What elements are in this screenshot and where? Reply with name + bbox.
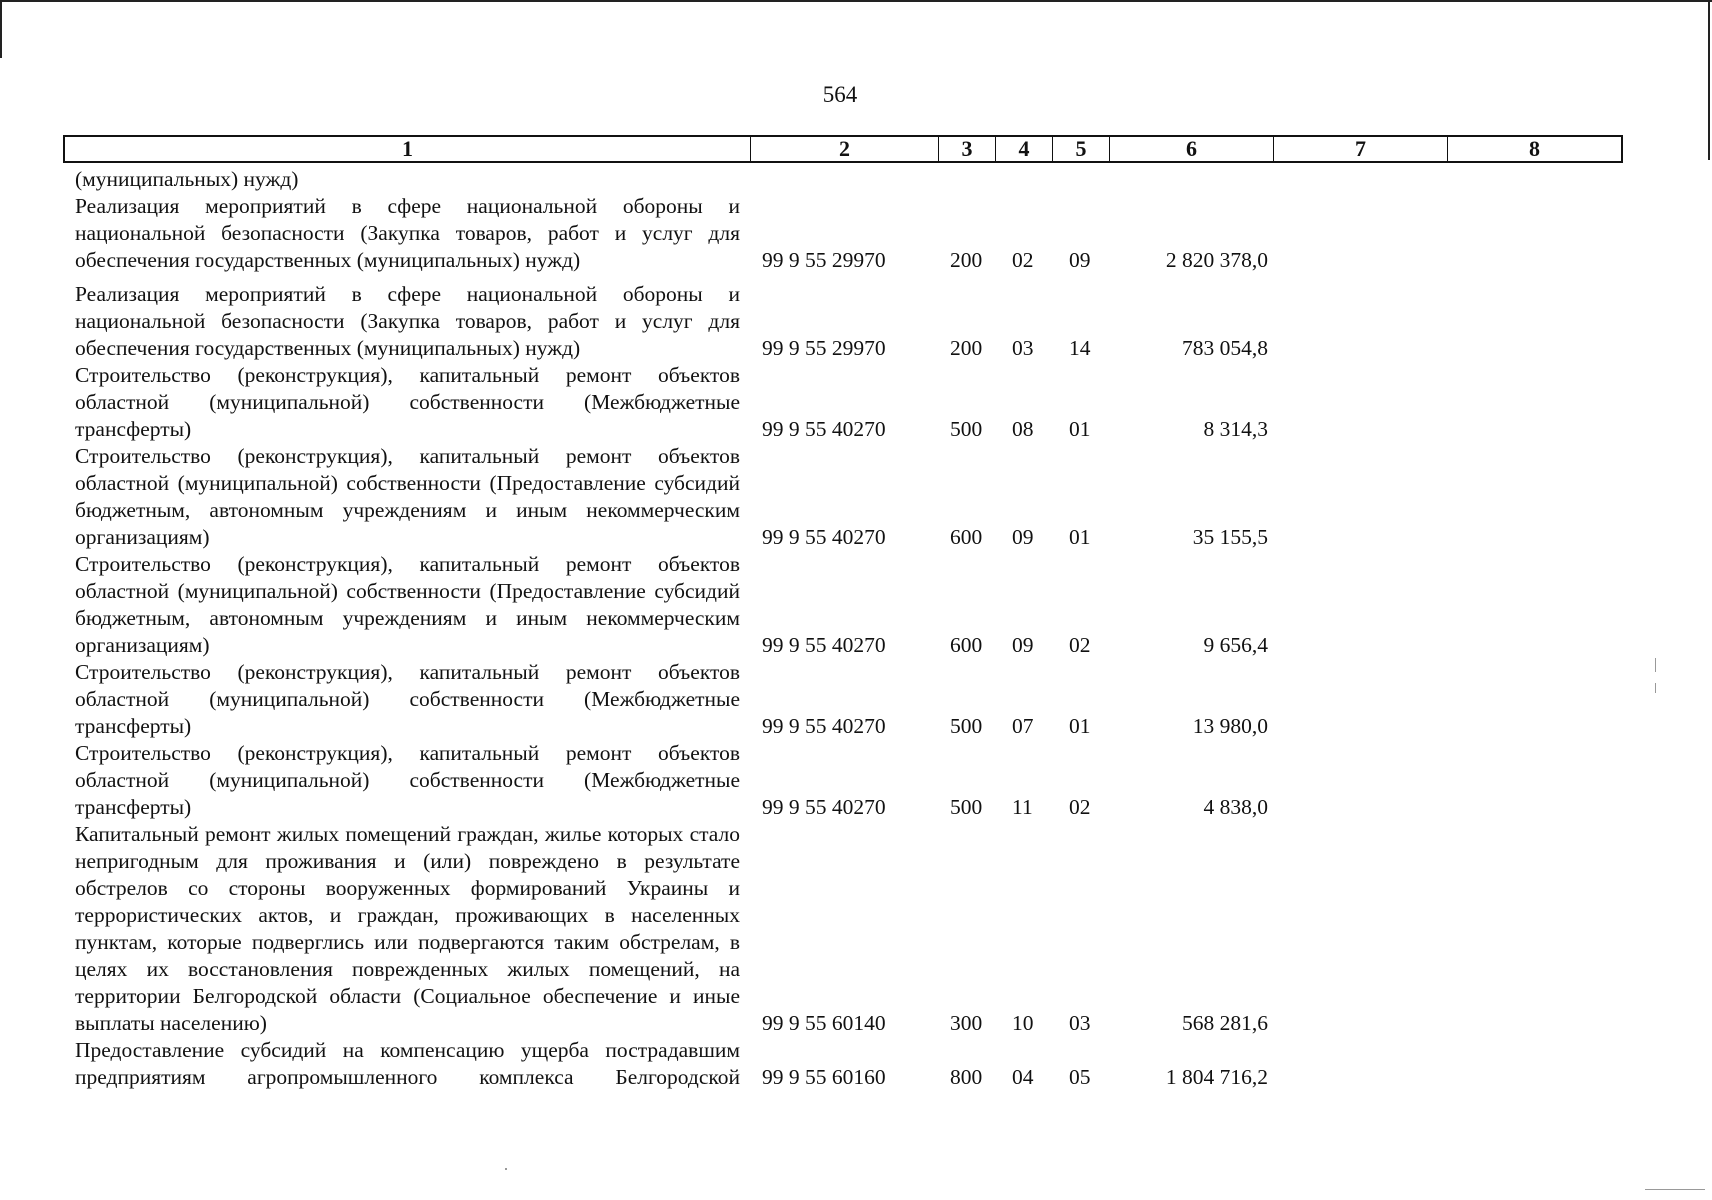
row-col3: 500 xyxy=(950,795,983,819)
row-col4: 10 xyxy=(1012,1011,1034,1035)
row-description: Строительство (реконструкция), капитальный ремонт объектов областной (муниципальной) собственности (Межбюджетные трансферты) xyxy=(75,741,740,819)
row-amount: 13 980,0 xyxy=(1192,714,1268,738)
header-col-6: 6 xyxy=(1110,137,1274,161)
row-code: 99 9 55 40270 xyxy=(762,714,886,738)
row-amount: 4 838,0 xyxy=(1203,795,1268,819)
row-amount: 8 314,3 xyxy=(1203,417,1268,441)
row-col5: 02 xyxy=(1069,795,1091,819)
row-code: 99 9 55 29970 xyxy=(762,336,886,360)
row-amount: 35 155,5 xyxy=(1192,525,1268,549)
row-description: Реализация мероприятий в сфере национальной обороны и национальной безопасности (Закупка товаров, работ и услуг для обеспечения государственных (муниципальных) нужд) xyxy=(75,282,740,360)
header-col-4: 4 xyxy=(996,137,1053,161)
row-col5: 01 xyxy=(1069,525,1091,549)
row-code: 99 9 55 60160 xyxy=(762,1065,886,1089)
row-col3: 500 xyxy=(950,417,983,441)
row-col5: 03 xyxy=(1069,1011,1091,1035)
header-col-8: 8 xyxy=(1529,136,1540,161)
row-col3: 800 xyxy=(950,1065,983,1089)
row-code: 99 9 55 40270 xyxy=(762,525,886,549)
row-description: Строительство (реконструкция), капитальный ремонт объектов областной (муниципальной) собственности (Межбюджетные трансферты) xyxy=(75,363,740,441)
row-col5: 01 xyxy=(1069,714,1091,738)
row-code: 99 9 55 29970 xyxy=(762,248,886,272)
scan-artifact xyxy=(1655,683,1656,693)
row-col5: 05 xyxy=(1069,1065,1091,1089)
row-col3: 600 xyxy=(950,525,983,549)
row-col5: 09 xyxy=(1069,248,1091,272)
scan-artifact xyxy=(1645,1189,1705,1190)
row-col3: 200 xyxy=(950,336,983,360)
header-col-1: 1 xyxy=(65,137,751,161)
row-col4: 11 xyxy=(1012,795,1033,819)
row-amount: 1 804 716,2 xyxy=(1165,1065,1268,1089)
row-col4: 03 xyxy=(1012,336,1034,360)
row-code: 99 9 55 40270 xyxy=(762,417,886,441)
row-description: (муниципальных) нужд) xyxy=(75,167,299,191)
row-description: Строительство (реконструкция), капитальный ремонт объектов областной (муниципальной) собственности (Предоставление субсидий бюджетным, автономным учреждениям и иным некоммерческим организациям) xyxy=(75,444,740,549)
header-col-3: 3 xyxy=(939,137,996,161)
scan-edge-right xyxy=(1708,0,1710,160)
row-amount: 2 820 378,0 xyxy=(1165,248,1268,272)
row-col4: 09 xyxy=(1012,633,1034,657)
row-col3: 300 xyxy=(950,1011,983,1035)
row-col5: 02 xyxy=(1069,633,1091,657)
row-col4: 04 xyxy=(1012,1065,1034,1089)
row-description: Предоставление субсидий на компенсацию ущерба пострадавшим предприятиям агропромышленного комплекса Белгородской xyxy=(75,1038,740,1089)
row-code: 99 9 55 60140 xyxy=(762,1011,886,1035)
row-col4: 09 xyxy=(1012,525,1034,549)
scan-artifact xyxy=(1655,658,1656,672)
row-col4: 07 xyxy=(1012,714,1034,738)
scan-edge-top xyxy=(0,0,1712,2)
row-amount: 783 054,8 xyxy=(1182,336,1268,360)
row-amount: 568 281,6 xyxy=(1182,1011,1268,1035)
row-col4: 02 xyxy=(1012,248,1034,272)
scan-edge-left xyxy=(0,0,2,58)
table-header xyxy=(63,135,1623,163)
row-col3: 600 xyxy=(950,633,983,657)
header-col-5: 5 xyxy=(1053,137,1110,161)
row-col4: 08 xyxy=(1012,417,1034,441)
scan-artifact xyxy=(505,1168,507,1170)
page-number: 564 xyxy=(822,82,858,107)
header-col-7: 7 xyxy=(1274,137,1448,161)
row-description: Строительство (реконструкция), капитальный ремонт объектов областной (муниципальной) собственности (Межбюджетные трансферты) xyxy=(75,660,740,738)
header-col-2: 2 xyxy=(751,137,939,161)
row-col5: 01 xyxy=(1069,417,1091,441)
row-description: Реализация мероприятий в сфере национальной обороны и национальной безопасности (Закупка товаров, работ и услуг для обеспечения государственных (муниципальных) нужд) xyxy=(75,194,740,272)
row-col3: 500 xyxy=(950,714,983,738)
row-col3: 200 xyxy=(950,248,983,272)
row-amount: 9 656,4 xyxy=(1203,633,1268,657)
row-code: 99 9 55 40270 xyxy=(762,633,886,657)
row-description: Капитальный ремонт жилых помещений граждан, жилье которых стало непригодным для проживания и (или) повреждено в результате обстрелов со стороны вооруженных формирований Украины и террористических актов, и граждан, проживающих в населенных пунктам, которые подверглись или подвергаются таким обстрелам, в целях их восстановления поврежденных жилых помещений, на территории Белгородской области (Социальное обеспечение и иные выплаты населению) xyxy=(75,822,740,1035)
row-col5: 14 xyxy=(1069,336,1091,360)
row-description: Строительство (реконструкция), капитальный ремонт объектов областной (муниципальной) собственности (Предоставление субсидий бюджетным, автономным учреждениям и иным некоммерческим организациям) xyxy=(75,552,740,657)
row-code: 99 9 55 40270 xyxy=(762,795,886,819)
